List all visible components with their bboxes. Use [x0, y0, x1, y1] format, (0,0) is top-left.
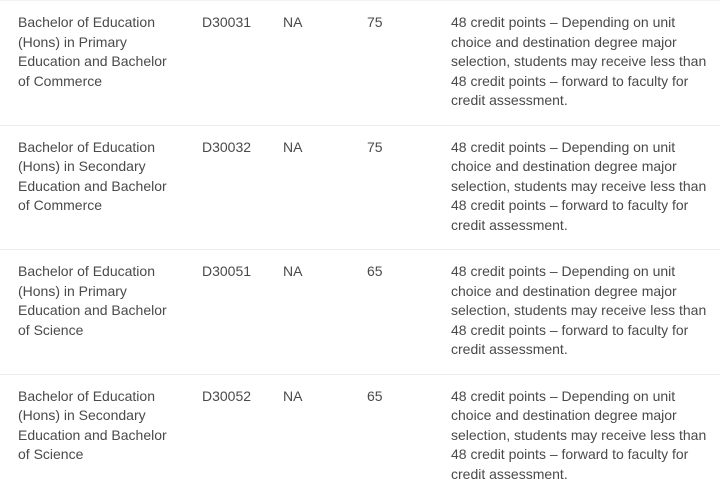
credit-line: 48 credit points – Depending on unit: [451, 387, 676, 404]
credit-line: credit assessment.: [451, 465, 568, 482]
course-name-line: of Commerce: [18, 197, 103, 214]
credit-line: selection, students may receive less than: [451, 177, 707, 194]
credit-cell: [451, 262, 713, 360]
atar-cell: NA: [283, 387, 303, 404]
credit-line: 48 credit points – forward to faculty for: [451, 197, 689, 214]
course-name-line: (Hons) in Secondary: [18, 407, 146, 424]
credit-line: credit assessment.: [451, 341, 568, 358]
credit-line: 48 credit points – Depending on unit: [451, 14, 676, 30]
course-name-line: Bachelor of Education: [18, 387, 155, 404]
course-name-line: (Hons) in Primary: [18, 282, 127, 299]
credit-line: credit assessment.: [451, 216, 568, 233]
atar-cell: NA: [283, 138, 303, 155]
credit-line: choice and destination degree major: [451, 158, 677, 175]
score-cell: 65: [367, 263, 383, 279]
atar-cell: NA: [283, 263, 303, 279]
credit-line: 48 credit points – forward to faculty for: [451, 321, 689, 338]
credit-line: choice and destination degree major: [451, 407, 677, 424]
credit-cell: [451, 387, 713, 485]
credit-line: selection, students may receive less than: [451, 53, 707, 70]
credit-line: selection, students may receive less than: [451, 426, 707, 443]
course-name-line: Bachelor of Education: [18, 263, 155, 279]
credit-line: 48 credit points – Depending on unit: [451, 263, 676, 279]
course-name-cell: [18, 262, 178, 340]
course-code-cell: D30052: [202, 387, 252, 404]
credit-line: credit assessment.: [451, 92, 568, 109]
credit-line: selection, students may receive less than: [451, 302, 707, 319]
course-name-line: of Science: [18, 446, 84, 463]
table-row: [0, 249, 720, 374]
course-name-line: (Hons) in Primary: [18, 33, 127, 50]
credit-line: 48 credit points – Depending on unit: [451, 138, 676, 155]
table-row: [0, 374, 720, 499]
credit-line: 48 credit points – forward to faculty for: [451, 72, 689, 89]
course-code-cell: D30031: [202, 14, 252, 30]
credit-line: 48 credit points – forward to faculty for: [451, 446, 689, 463]
score-cell: 65: [367, 387, 383, 404]
course-name-line: of Science: [18, 321, 84, 338]
course-name-line: Education and Bachelor: [18, 53, 167, 70]
score-cell: 75: [367, 14, 383, 30]
credit-cell: [451, 138, 713, 236]
table-row: [0, 0, 720, 125]
course-name-line: (Hons) in Secondary: [18, 158, 146, 175]
course-name-line: Bachelor of Education: [18, 138, 155, 155]
course-name-line: Education and Bachelor: [18, 177, 167, 194]
course-name-line: Education and Bachelor: [18, 302, 167, 319]
score-cell: 75: [367, 138, 383, 155]
course-code-cell: D30051: [202, 263, 252, 279]
course-name-cell: [18, 138, 178, 216]
atar-cell: NA: [283, 14, 303, 30]
table-row: [0, 125, 720, 250]
course-name-line: Education and Bachelor: [18, 426, 167, 443]
course-name-line: of Commerce: [18, 72, 103, 89]
credit-cell: [451, 13, 713, 111]
course-code-cell: D30032: [202, 138, 252, 155]
course-name-cell: [18, 387, 178, 465]
course-name-line: Bachelor of Education: [18, 14, 155, 30]
course-name-cell: [18, 13, 178, 91]
credit-line: choice and destination degree major: [451, 33, 677, 50]
credit-line: choice and destination degree major: [451, 282, 677, 299]
